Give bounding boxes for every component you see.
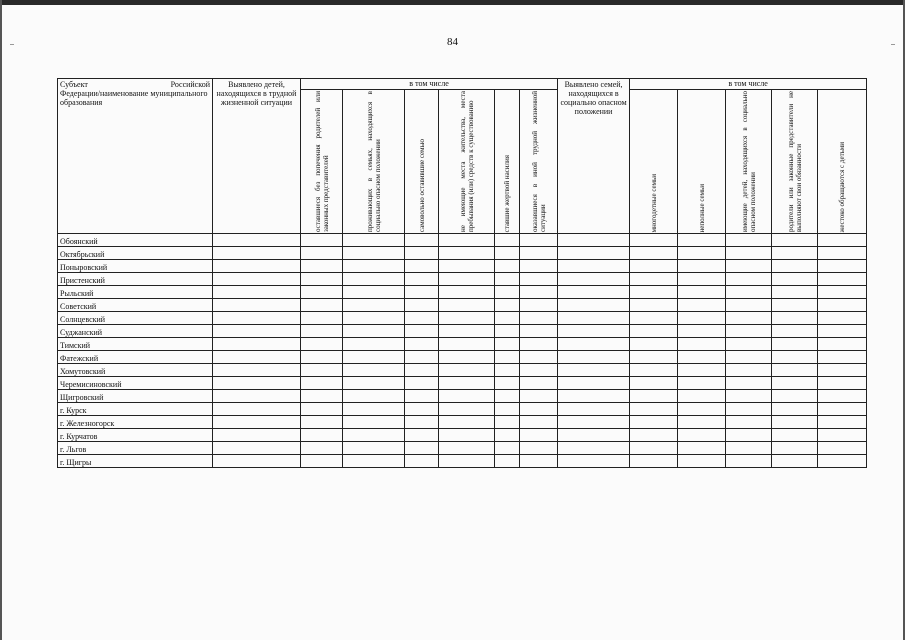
table-cell bbox=[772, 312, 818, 325]
table-cell bbox=[818, 364, 867, 377]
table-cell bbox=[520, 234, 558, 247]
table-cell bbox=[495, 403, 520, 416]
table-cell bbox=[213, 299, 301, 312]
table-cell bbox=[439, 351, 495, 364]
table-row bbox=[58, 416, 867, 429]
table-cell bbox=[678, 299, 726, 312]
table-cell bbox=[520, 442, 558, 455]
table-cell bbox=[818, 247, 867, 260]
table-cell bbox=[818, 351, 867, 364]
municipality-name: Щигровский bbox=[58, 390, 213, 403]
municipality-name: г. Льгов bbox=[58, 442, 213, 455]
table-cell bbox=[678, 273, 726, 286]
table-cell bbox=[213, 260, 301, 273]
table-cell bbox=[213, 364, 301, 377]
header-subject-word2: Российской bbox=[170, 80, 210, 89]
table-row bbox=[58, 442, 867, 455]
table-cell bbox=[343, 260, 405, 273]
table-cell bbox=[520, 403, 558, 416]
municipality-name: Поныровский bbox=[58, 260, 213, 273]
table-cell bbox=[495, 325, 520, 338]
municipality-name: Обоянский bbox=[58, 234, 213, 247]
table-cell bbox=[520, 429, 558, 442]
municipality-name: Тимский bbox=[58, 338, 213, 351]
table-row bbox=[58, 351, 867, 364]
table-cell bbox=[343, 442, 405, 455]
table-cell bbox=[818, 325, 867, 338]
table-cell bbox=[495, 312, 520, 325]
table-cell bbox=[726, 338, 772, 351]
table-cell bbox=[558, 260, 630, 273]
table-cell bbox=[439, 416, 495, 429]
table-cell bbox=[726, 312, 772, 325]
table-cell bbox=[343, 247, 405, 260]
municipality-name: Хомутовский bbox=[58, 364, 213, 377]
table-cell bbox=[558, 299, 630, 312]
table-cell bbox=[726, 325, 772, 338]
table-cell bbox=[630, 273, 678, 286]
table-cell bbox=[213, 390, 301, 403]
table-cell bbox=[520, 455, 558, 468]
table-cell bbox=[439, 260, 495, 273]
table-cell bbox=[405, 234, 439, 247]
table-cell bbox=[495, 299, 520, 312]
table-row bbox=[58, 247, 867, 260]
table-cell bbox=[558, 338, 630, 351]
table-cell bbox=[439, 234, 495, 247]
table-row bbox=[58, 273, 867, 286]
table-cell bbox=[405, 364, 439, 377]
table-cell bbox=[439, 247, 495, 260]
table-cell bbox=[558, 273, 630, 286]
table-cell bbox=[678, 442, 726, 455]
table-cell bbox=[213, 416, 301, 429]
table-cell bbox=[343, 299, 405, 312]
table-cell bbox=[301, 273, 343, 286]
table-cell bbox=[213, 442, 301, 455]
table-cell bbox=[772, 364, 818, 377]
table-cell bbox=[678, 338, 726, 351]
table-cell bbox=[558, 403, 630, 416]
table-cell bbox=[520, 390, 558, 403]
table-cell bbox=[213, 286, 301, 299]
table-cell bbox=[630, 325, 678, 338]
table-cell bbox=[405, 299, 439, 312]
municipality-name: г. Железногорск bbox=[58, 416, 213, 429]
table-cell bbox=[630, 403, 678, 416]
table-cell bbox=[726, 364, 772, 377]
table-cell bbox=[405, 338, 439, 351]
table-cell bbox=[772, 325, 818, 338]
table-cell bbox=[301, 416, 343, 429]
table-cell bbox=[343, 455, 405, 468]
table-cell bbox=[678, 416, 726, 429]
table-cell bbox=[301, 260, 343, 273]
table-cell bbox=[678, 455, 726, 468]
table-cell bbox=[301, 338, 343, 351]
table-row bbox=[58, 325, 867, 338]
table-cell bbox=[818, 260, 867, 273]
table-cell bbox=[630, 299, 678, 312]
table-cell bbox=[301, 364, 343, 377]
table-cell bbox=[213, 312, 301, 325]
table-cell bbox=[558, 286, 630, 299]
table-cell bbox=[213, 377, 301, 390]
municipality-name: Черемисиновский bbox=[58, 377, 213, 390]
table-cell bbox=[405, 429, 439, 442]
table-cell bbox=[213, 273, 301, 286]
table-cell bbox=[439, 299, 495, 312]
table-cell bbox=[520, 416, 558, 429]
header-children-found: Выявлено детей, находящихся в трудной жизненной ситуации bbox=[213, 79, 301, 234]
table-cell bbox=[558, 234, 630, 247]
table-cell bbox=[726, 455, 772, 468]
table-cell bbox=[630, 286, 678, 299]
table-cell bbox=[726, 390, 772, 403]
table-cell bbox=[726, 247, 772, 260]
table-cell bbox=[520, 299, 558, 312]
header-col-no-guardians: оставшиеся без попечения родителей или законных представителей bbox=[301, 90, 343, 234]
table-cell bbox=[301, 390, 343, 403]
table-cell bbox=[439, 403, 495, 416]
table-cell bbox=[495, 364, 520, 377]
table-cell bbox=[405, 325, 439, 338]
table-cell bbox=[772, 442, 818, 455]
table-cell bbox=[678, 351, 726, 364]
table-cell bbox=[818, 416, 867, 429]
table-cell bbox=[405, 416, 439, 429]
table-row bbox=[58, 260, 867, 273]
table-cell bbox=[520, 312, 558, 325]
municipality-name: г. Курчатов bbox=[58, 429, 213, 442]
table-cell bbox=[772, 247, 818, 260]
table-cell bbox=[678, 364, 726, 377]
table-cell bbox=[301, 299, 343, 312]
table-cell bbox=[772, 455, 818, 468]
table-cell bbox=[818, 299, 867, 312]
table-cell bbox=[678, 234, 726, 247]
table-cell bbox=[818, 390, 867, 403]
table-cell bbox=[495, 338, 520, 351]
table-cell bbox=[558, 364, 630, 377]
table-cell bbox=[678, 390, 726, 403]
table-cell bbox=[343, 364, 405, 377]
table-cell bbox=[439, 312, 495, 325]
header-subject-word1: Субъект bbox=[60, 80, 88, 89]
table-cell bbox=[439, 273, 495, 286]
table-cell bbox=[301, 325, 343, 338]
table-cell bbox=[558, 455, 630, 468]
table-cell bbox=[630, 377, 678, 390]
table-cell bbox=[520, 273, 558, 286]
scan-left-edge bbox=[0, 0, 2, 640]
table-cell bbox=[772, 416, 818, 429]
table-cell bbox=[520, 260, 558, 273]
table-cell bbox=[301, 377, 343, 390]
table-cell bbox=[678, 325, 726, 338]
table-cell bbox=[439, 390, 495, 403]
table-cell bbox=[678, 377, 726, 390]
table-cell bbox=[405, 286, 439, 299]
table-cell bbox=[495, 455, 520, 468]
table-cell bbox=[405, 312, 439, 325]
table-cell bbox=[772, 351, 818, 364]
table-cell bbox=[726, 273, 772, 286]
table-cell bbox=[301, 351, 343, 364]
table-cell bbox=[301, 455, 343, 468]
table-cell bbox=[301, 403, 343, 416]
table-cell bbox=[726, 351, 772, 364]
table-cell bbox=[495, 429, 520, 442]
table-cell bbox=[213, 403, 301, 416]
table-cell bbox=[772, 377, 818, 390]
table-cell bbox=[495, 416, 520, 429]
table-cell bbox=[405, 273, 439, 286]
table-cell bbox=[343, 273, 405, 286]
table-cell bbox=[343, 390, 405, 403]
table-row bbox=[58, 312, 867, 325]
header-children-group: в том числе bbox=[301, 79, 558, 90]
table-cell bbox=[772, 429, 818, 442]
header-families-found: Выявлено семей, находящихся в социально опасном положении bbox=[558, 79, 630, 234]
header-col-neglecting-parents: родители или законные представители не выполняют свои обязанности bbox=[772, 90, 818, 234]
table-cell bbox=[678, 286, 726, 299]
table-cell bbox=[558, 377, 630, 390]
table-cell bbox=[520, 325, 558, 338]
table-cell bbox=[726, 377, 772, 390]
table-cell bbox=[495, 273, 520, 286]
table-cell bbox=[520, 338, 558, 351]
table-cell bbox=[405, 247, 439, 260]
table-cell bbox=[439, 338, 495, 351]
table-body bbox=[58, 234, 867, 468]
table-cell bbox=[343, 312, 405, 325]
table-cell bbox=[439, 286, 495, 299]
table-cell bbox=[818, 429, 867, 442]
report-table bbox=[57, 78, 867, 468]
table-cell bbox=[495, 260, 520, 273]
header-families-group: в том числе bbox=[630, 79, 867, 90]
table-cell bbox=[630, 260, 678, 273]
table-row bbox=[58, 234, 867, 247]
table-row bbox=[58, 377, 867, 390]
table-cell bbox=[678, 260, 726, 273]
table-cell bbox=[726, 234, 772, 247]
table-cell bbox=[726, 416, 772, 429]
municipality-name: Октябрьский bbox=[58, 247, 213, 260]
table-cell bbox=[301, 312, 343, 325]
header-col-runaways: самовольно оставившие семью bbox=[405, 90, 439, 234]
table-cell bbox=[818, 455, 867, 468]
table-cell bbox=[772, 286, 818, 299]
table-cell bbox=[678, 247, 726, 260]
table-cell bbox=[405, 260, 439, 273]
table-cell bbox=[520, 364, 558, 377]
table-cell bbox=[439, 442, 495, 455]
header-col-abuse: жестоко обращаются с детьми bbox=[818, 90, 867, 234]
table-cell bbox=[772, 260, 818, 273]
table-cell bbox=[405, 351, 439, 364]
table-cell bbox=[772, 273, 818, 286]
table-cell bbox=[818, 234, 867, 247]
table-cell bbox=[558, 416, 630, 429]
municipality-name: Солнцевский bbox=[58, 312, 213, 325]
table-cell bbox=[343, 429, 405, 442]
table-cell bbox=[726, 442, 772, 455]
table-cell bbox=[818, 338, 867, 351]
table-cell bbox=[405, 442, 439, 455]
table-cell bbox=[520, 286, 558, 299]
table-cell bbox=[213, 429, 301, 442]
table-cell bbox=[213, 455, 301, 468]
municipality-name: Фатежский bbox=[58, 351, 213, 364]
table-cell bbox=[213, 338, 301, 351]
header-col-single-parent: неполные семьи bbox=[678, 90, 726, 234]
table-cell bbox=[726, 260, 772, 273]
table-cell bbox=[726, 403, 772, 416]
header-col-other-hardship: оказавшиеся в иной трудной жизненной ситуации bbox=[520, 90, 558, 234]
header-subject-rest: Федерации/наименование муниципального образования bbox=[60, 89, 208, 107]
table-cell bbox=[818, 403, 867, 416]
table-row bbox=[58, 338, 867, 351]
table-cell bbox=[439, 364, 495, 377]
table-cell bbox=[772, 299, 818, 312]
municipality-name: Советский bbox=[58, 299, 213, 312]
table-cell bbox=[405, 377, 439, 390]
table-row bbox=[58, 299, 867, 312]
table-cell bbox=[520, 377, 558, 390]
table-cell bbox=[558, 247, 630, 260]
table-cell bbox=[213, 234, 301, 247]
table-cell bbox=[818, 312, 867, 325]
table-cell bbox=[301, 286, 343, 299]
table-cell bbox=[301, 247, 343, 260]
table-cell bbox=[630, 442, 678, 455]
table-cell bbox=[405, 390, 439, 403]
table-cell bbox=[301, 234, 343, 247]
table-row bbox=[58, 286, 867, 299]
municipality-name: г. Щигры bbox=[58, 455, 213, 468]
table-cell bbox=[818, 377, 867, 390]
table-cell bbox=[558, 351, 630, 364]
table-cell bbox=[630, 455, 678, 468]
table-cell bbox=[343, 416, 405, 429]
table-cell bbox=[405, 403, 439, 416]
table-row bbox=[58, 429, 867, 442]
municipality-name: Рыльский bbox=[58, 286, 213, 299]
table-cell bbox=[818, 273, 867, 286]
table-cell bbox=[439, 325, 495, 338]
table-cell bbox=[630, 390, 678, 403]
table-cell bbox=[213, 247, 301, 260]
table-cell bbox=[772, 338, 818, 351]
header-col-homeless: не имеющие места жительства, места пребывания (или) средств к существованию bbox=[439, 90, 495, 234]
table-row bbox=[58, 390, 867, 403]
table-cell bbox=[726, 299, 772, 312]
table-cell bbox=[818, 286, 867, 299]
table-cell bbox=[439, 455, 495, 468]
header-subject bbox=[58, 79, 213, 234]
table-cell bbox=[343, 403, 405, 416]
table-cell bbox=[630, 312, 678, 325]
table-cell bbox=[495, 390, 520, 403]
municipality-name: Суджанский bbox=[58, 325, 213, 338]
table-cell bbox=[495, 351, 520, 364]
table-cell bbox=[439, 377, 495, 390]
header-col-children-in-danger: имеющие детей, находящихся в социально опасном положении bbox=[726, 90, 772, 234]
table-cell bbox=[495, 377, 520, 390]
table-cell bbox=[630, 247, 678, 260]
table-cell bbox=[772, 403, 818, 416]
table-cell bbox=[343, 377, 405, 390]
table-cell bbox=[630, 364, 678, 377]
table-cell bbox=[495, 247, 520, 260]
table-row bbox=[58, 364, 867, 377]
table-cell bbox=[520, 351, 558, 364]
table-cell bbox=[495, 286, 520, 299]
table-cell bbox=[558, 390, 630, 403]
table-cell bbox=[405, 455, 439, 468]
table-cell bbox=[630, 234, 678, 247]
table-cell bbox=[520, 247, 558, 260]
table-cell bbox=[301, 442, 343, 455]
municipality-name: г. Курск bbox=[58, 403, 213, 416]
table-cell bbox=[772, 390, 818, 403]
table-cell bbox=[439, 429, 495, 442]
table-cell bbox=[678, 429, 726, 442]
table-cell bbox=[495, 442, 520, 455]
table-cell bbox=[558, 325, 630, 338]
table-cell bbox=[343, 338, 405, 351]
header-row-1 bbox=[58, 79, 867, 90]
table-cell bbox=[213, 351, 301, 364]
table-cell bbox=[213, 325, 301, 338]
header-col-large-families: многодетные семьи bbox=[630, 90, 678, 234]
table-cell bbox=[630, 429, 678, 442]
table-cell bbox=[630, 338, 678, 351]
table-cell bbox=[772, 234, 818, 247]
header-col-dangerous-families: проживающих в семьях, находящихся в социально опасном положении bbox=[343, 90, 405, 234]
table-cell bbox=[818, 442, 867, 455]
table-cell bbox=[630, 416, 678, 429]
scan-top-edge bbox=[0, 0, 905, 5]
municipality-name: Пристенский bbox=[58, 273, 213, 286]
table-cell bbox=[678, 312, 726, 325]
table-cell bbox=[343, 286, 405, 299]
table-cell bbox=[301, 429, 343, 442]
page-number: 84 bbox=[447, 36, 458, 48]
table-cell bbox=[558, 312, 630, 325]
table-cell bbox=[726, 429, 772, 442]
table-cell bbox=[343, 234, 405, 247]
table-cell bbox=[558, 429, 630, 442]
table-cell bbox=[678, 403, 726, 416]
table-cell bbox=[630, 351, 678, 364]
table-cell bbox=[343, 325, 405, 338]
table-cell bbox=[495, 234, 520, 247]
table-row bbox=[58, 403, 867, 416]
table-cell bbox=[726, 286, 772, 299]
table-row bbox=[58, 455, 867, 468]
table-cell bbox=[343, 351, 405, 364]
header-col-violence-victims: ставшие жертвой насилия bbox=[495, 90, 520, 234]
table-cell bbox=[558, 442, 630, 455]
